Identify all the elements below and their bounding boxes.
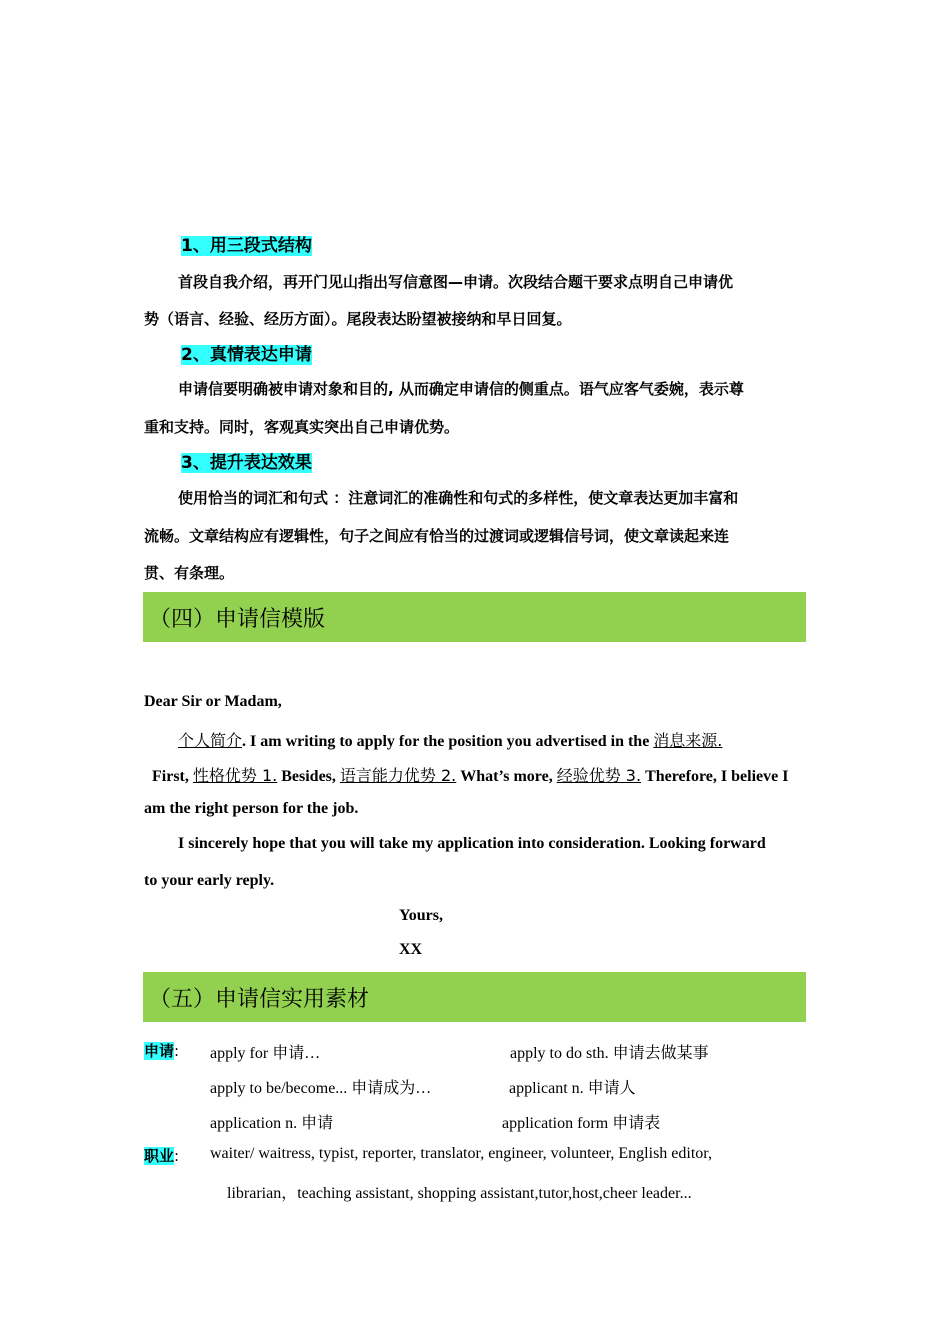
apply-item-5: application n. 申请 <box>210 1115 334 1132</box>
section-2-title-text: 2、真情表达申请 <box>181 345 312 365</box>
banner-template <box>143 592 806 642</box>
apply-label-colon: : <box>174 1042 180 1060</box>
letter-paragraph-3-line-2: to your early reply. <box>144 872 275 889</box>
section-3-line-3: 贯、有条理。 <box>144 564 235 582</box>
letter-paragraph-2 <box>152 763 788 786</box>
letter-p2-whats: What’s more, <box>456 768 557 785</box>
section-1-line-2: 势（语言、经验、经历方面）。尾段表达盼望被接纳和早日回复。 <box>144 310 572 328</box>
banner-materials-text: （五）申请信实用素材 <box>149 987 370 1012</box>
section-3-title <box>181 448 312 473</box>
job-label-colon: : <box>174 1147 180 1165</box>
blank-language: 语言能力优势 2. <box>339 766 457 785</box>
section-1-line-1: 首段自我介绍，再开门见山指出写信意图—申请。次段结合题干要求点明自己申请优 <box>178 273 734 291</box>
job-label <box>144 1145 179 1166</box>
letter-signature: XX <box>399 941 423 958</box>
apply-label <box>144 1040 179 1061</box>
banner-template-text: （四）申请信模版 <box>149 607 326 632</box>
job-list-line-1: waiter/ waitress, typist, reporter, translator, engineer, volunteer, English editor, <box>210 1145 712 1162</box>
apply-item-1: apply for 申请… <box>210 1045 321 1062</box>
apply-item-3: apply to be/become... 申请成为… <box>210 1080 432 1097</box>
blank-personal-intro: 个人简介 <box>178 731 243 750</box>
section-2-line-2: 重和支持。同时，客观真实突出自己申请优势。 <box>144 418 460 436</box>
section-3-line-1: 使用恰当的词汇和句式 ：注意词汇的准确性和句式的多样性，使文章表达更加丰富和 <box>178 489 739 507</box>
apply-item-2: apply to do sth. 申请去做某事 <box>510 1045 709 1062</box>
section-1-title <box>181 231 312 256</box>
blank-experience: 经验优势 3. <box>556 766 642 785</box>
letter-p1-text: . I am writing to apply for the position you advertised in the <box>242 733 654 750</box>
letter-p2-therefore: Therefore, I believe I <box>641 768 789 785</box>
letter-closing: Yours, <box>399 907 444 924</box>
apply-item-4: applicant n. 申请人 <box>509 1080 636 1097</box>
letter-paragraph-2-line-2: am the right person for the job. <box>144 800 359 817</box>
letter-greeting: Dear Sir or Madam, <box>144 693 282 710</box>
letter-p2-first: First, <box>152 768 193 785</box>
section-3-title-text: 3、提升表达效果 <box>181 453 312 473</box>
letter-paragraph-1 <box>178 728 722 751</box>
banner-materials <box>143 972 806 1022</box>
apply-label-text: 申请 <box>144 1042 175 1060</box>
section-2-title <box>181 340 312 365</box>
section-1-title-text: 1、用三段式结构 <box>181 236 312 256</box>
letter-paragraph-3-line-1: I sincerely hope that you will take my application into consideration. Looking forward <box>178 835 766 852</box>
section-2-line-1: 申请信要明确被申请对象和目的, 从而确定申请信的侧重点。语气应客气委婉，表示尊 <box>178 380 744 398</box>
apply-item-6: application form 申请表 <box>502 1115 661 1132</box>
job-list-line-2: librarian，teaching assistant, shopping assistant,tutor,host,cheer leader... <box>227 1185 692 1202</box>
section-3-line-2: 流畅。文章结构应有逻辑性，句子之间应有恰当的过渡词或逻辑信号词，使文章读起来连 <box>144 527 730 545</box>
letter-p2-besides: Besides, <box>277 768 340 785</box>
job-label-text: 职业 <box>144 1147 175 1165</box>
blank-personality: 性格优势 1. <box>192 766 278 785</box>
blank-info-source: 消息来源. <box>653 731 723 750</box>
